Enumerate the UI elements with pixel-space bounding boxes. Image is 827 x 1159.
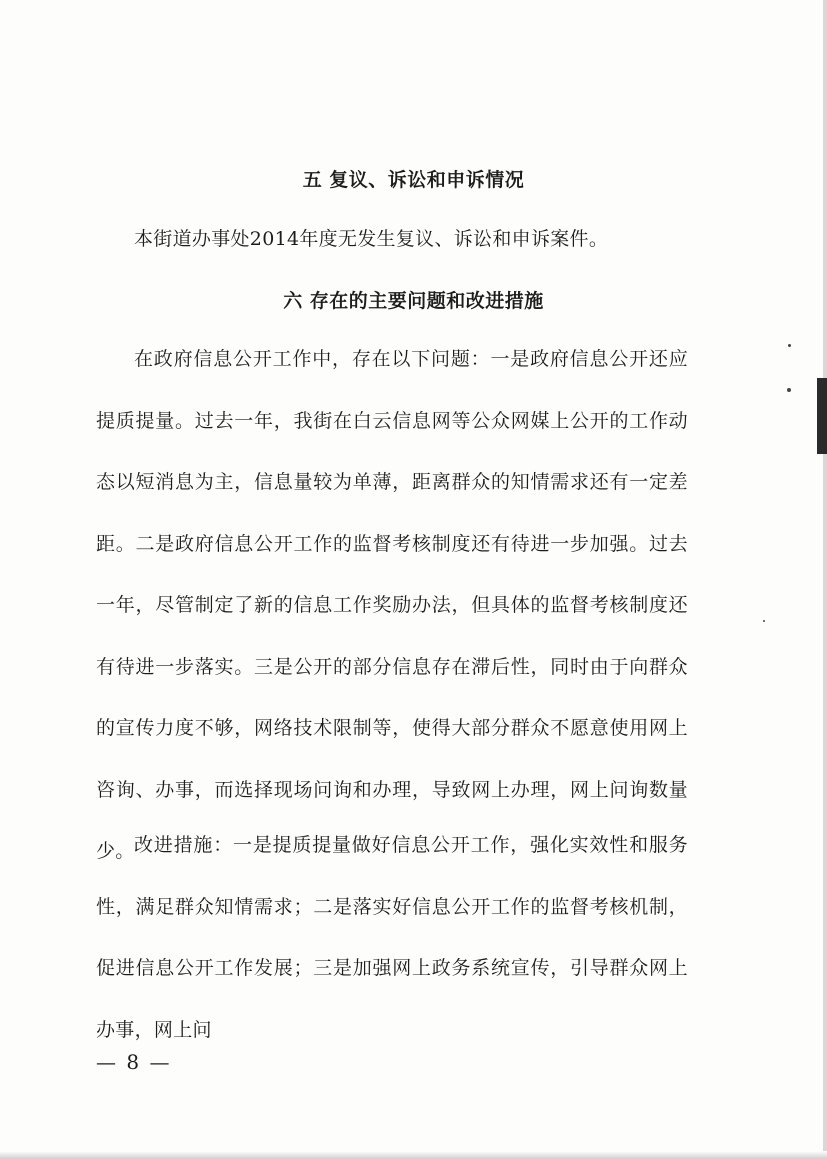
paragraph-improvement-measures: 改进措施：一是提质提量做好信息公开工作，强化实效性和服务性，满足群众知情需求；二是落实好信息公开工作的监督考核机制，促进信息公开工作发展；三是加强网上政务系统宣传，引导群众网上办事，网上问 (96, 834, 688, 1041)
scan-speck (763, 620, 765, 622)
page-number: — 8 — (96, 1050, 172, 1074)
section-heading-problems-measures: 六 存在的主要问题和改进措施 (283, 290, 544, 312)
scan-speck (787, 388, 791, 392)
scan-artifact-bar (817, 378, 827, 454)
section-heading-review-litigation: 五 复议、诉讼和申诉情况 (302, 169, 525, 191)
scan-bottom-edge (0, 1151, 827, 1159)
paragraph-problems: 在政府信息公开工作中，存在以下问题：一是政府信息公开还应提质提量。过去一年，我街在白云信息网等公众网媒上公开的工作动态以短消息为主，信息量较为单薄，距离群众的知情需求还有一定差距。二是政府信息公开工作的监督考核制度还有待进一步加强。过去一年，尽管制定了新的信息工作奖励办法，但具体的监督考核制度还有待进一步落实。三是公开的部分信息存在滞后性，同时由于向群众的宣传力度不够，网络技术限制等，使得大部分群众不愿意使用网上咨询、办事，而选择现场问询和办理，导致网上办理，网上问询数量少。 (96, 348, 688, 862)
paragraph-no-cases: 本街道办事处2014年度无发生复议、诉讼和申诉案件。 (134, 228, 609, 250)
scan-speck (788, 344, 791, 347)
